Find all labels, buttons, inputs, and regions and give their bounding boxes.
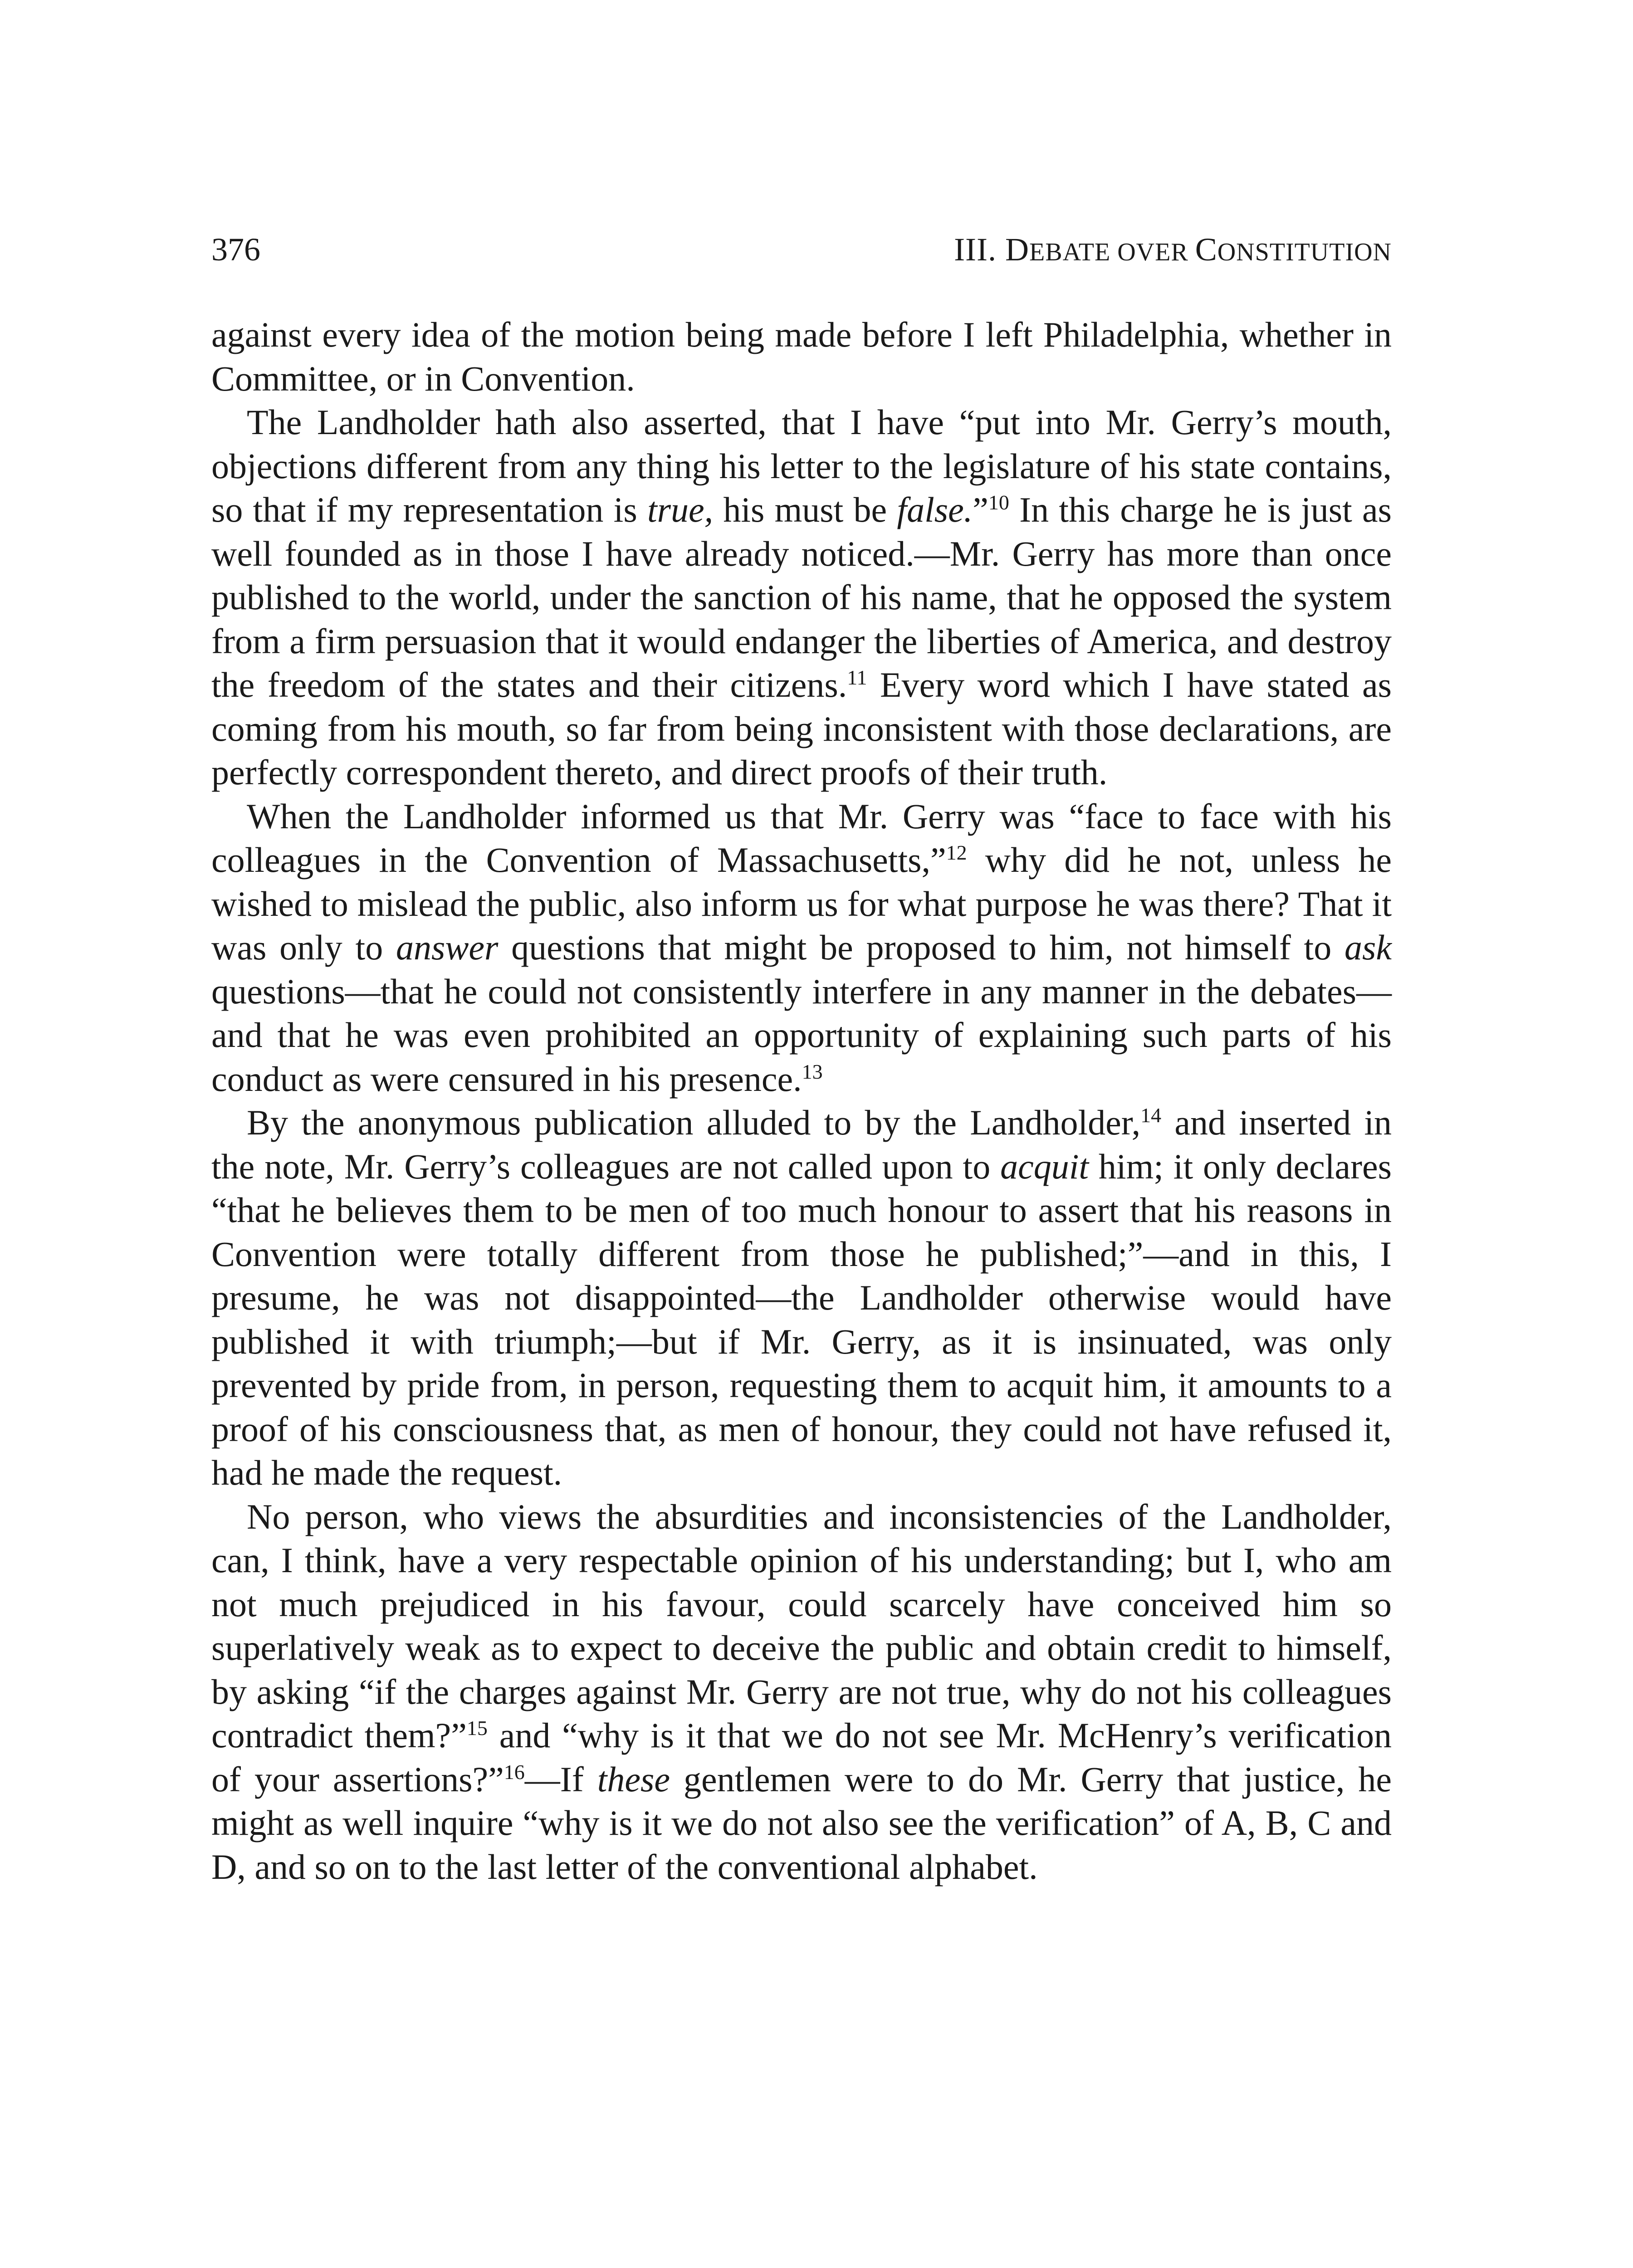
emphasis-true: true, [647,490,714,529]
page-number: 376 [211,231,260,268]
body-text [211,313,1392,1889]
footnote-ref-12: 12 [946,841,967,864]
paragraph-1: against every idea of the motion being made before I left Philadelphia, whether in Committee, or in Convention. [211,315,1392,398]
footnote-ref-14: 14 [1140,1104,1162,1127]
footnote-ref-13: 13 [802,1060,823,1083]
footnote-ref-10: 10 [988,491,1009,514]
running-head [211,227,1392,272]
paragraph-4: By the anonymous publication alluded to by the Landholder,$^{14}$ and inserted in the note, Mr. Gerry’s colleagues are not called upon to acquit him; it only declares “that he believes them to be men of too much honour to assert that his reasons in Convention were totally different from those he published;”—and in this, I presume, he was not disappointed—the Landholder otherwise would have published it with triumph;—but if Mr. Gerry, as it is insinuated, was only prevented by pride from, in person, requesting them to acquit him, it amounts to a proof of his consciousness that, as men of honour, they could not have refused it, had he made the request. [211,1103,1392,1492]
chapter-title: III. DEBATE OVER CONSTITUTION [954,231,1392,268]
emphasis-these: these [597,1759,670,1799]
footnote-ref-15: 15 [466,1716,488,1740]
paragraph-5: No person, who views the absurdities and inconsistencies of the Landholder, can, I think, have a very respectable opinion of his understanding; but I, who am not much prejudiced in his favour, could scarcely have conceived him so superlatively weak as to expect to deceive the public and obtain credit to himself, by asking “if the charges against Mr. Gerry are not true, why do not his colleagues contradict them?”$^{15}$ and “why is it that we do not see Mr. McHenry’s verification of your assertions?”$^{16}$—If these gentlemen were to do Mr. Gerry that justice, he might as well inquire “why is it we do not also see the verification” of A, B, C and D, and so on to the last letter of the conventional alphabet. [211,1496,1392,1887]
emphasis-answer: answer [396,928,499,967]
footnote-ref-16: 16 [504,1760,525,1784]
emphasis-ask: ask [1345,928,1392,967]
emphasis-false: false. [897,490,973,529]
paragraph-3: When the Landholder informed us that Mr. Gerry was “face to face with his colleagues in the Convention of Massachusetts,”$^{12}$ why did he not, unless he wished to mislead the public, also inform us for what purpose he was there? That it was only to answer questions that might be proposed to him, not himself to ask questions—that he could not consistently interfere in any manner in the debates—and that he was even prohibited an opportunity of explaining such parts of his conduct as were censured in his presence.$^{13}$ [211,796,1392,1099]
paragraph-2: The Landholder hath also asserted, that I have “put into Mr. Gerry’s mouth, objections different from any thing his letter to the legislature of his state contains, so that if my representation is true, his must be false.”$^{10}$ In this charge he is just as well founded as in those I have already noticed.—Mr. Gerry has more than once published to the world, under the sanction of his name, that he opposed the system from a firm persuasion that it would endanger the liberties of America, and destroy the freedom of the states and their citizens.$^{11}$ Every word which I have stated as coming from his mouth, so far from being inconsistent with those declarations, are perfectly correspondent thereto, and direct proofs of their truth. [211,402,1392,792]
emphasis-acquit: acquit [1000,1146,1089,1186]
footnote-ref-11: 11 [847,666,867,689]
